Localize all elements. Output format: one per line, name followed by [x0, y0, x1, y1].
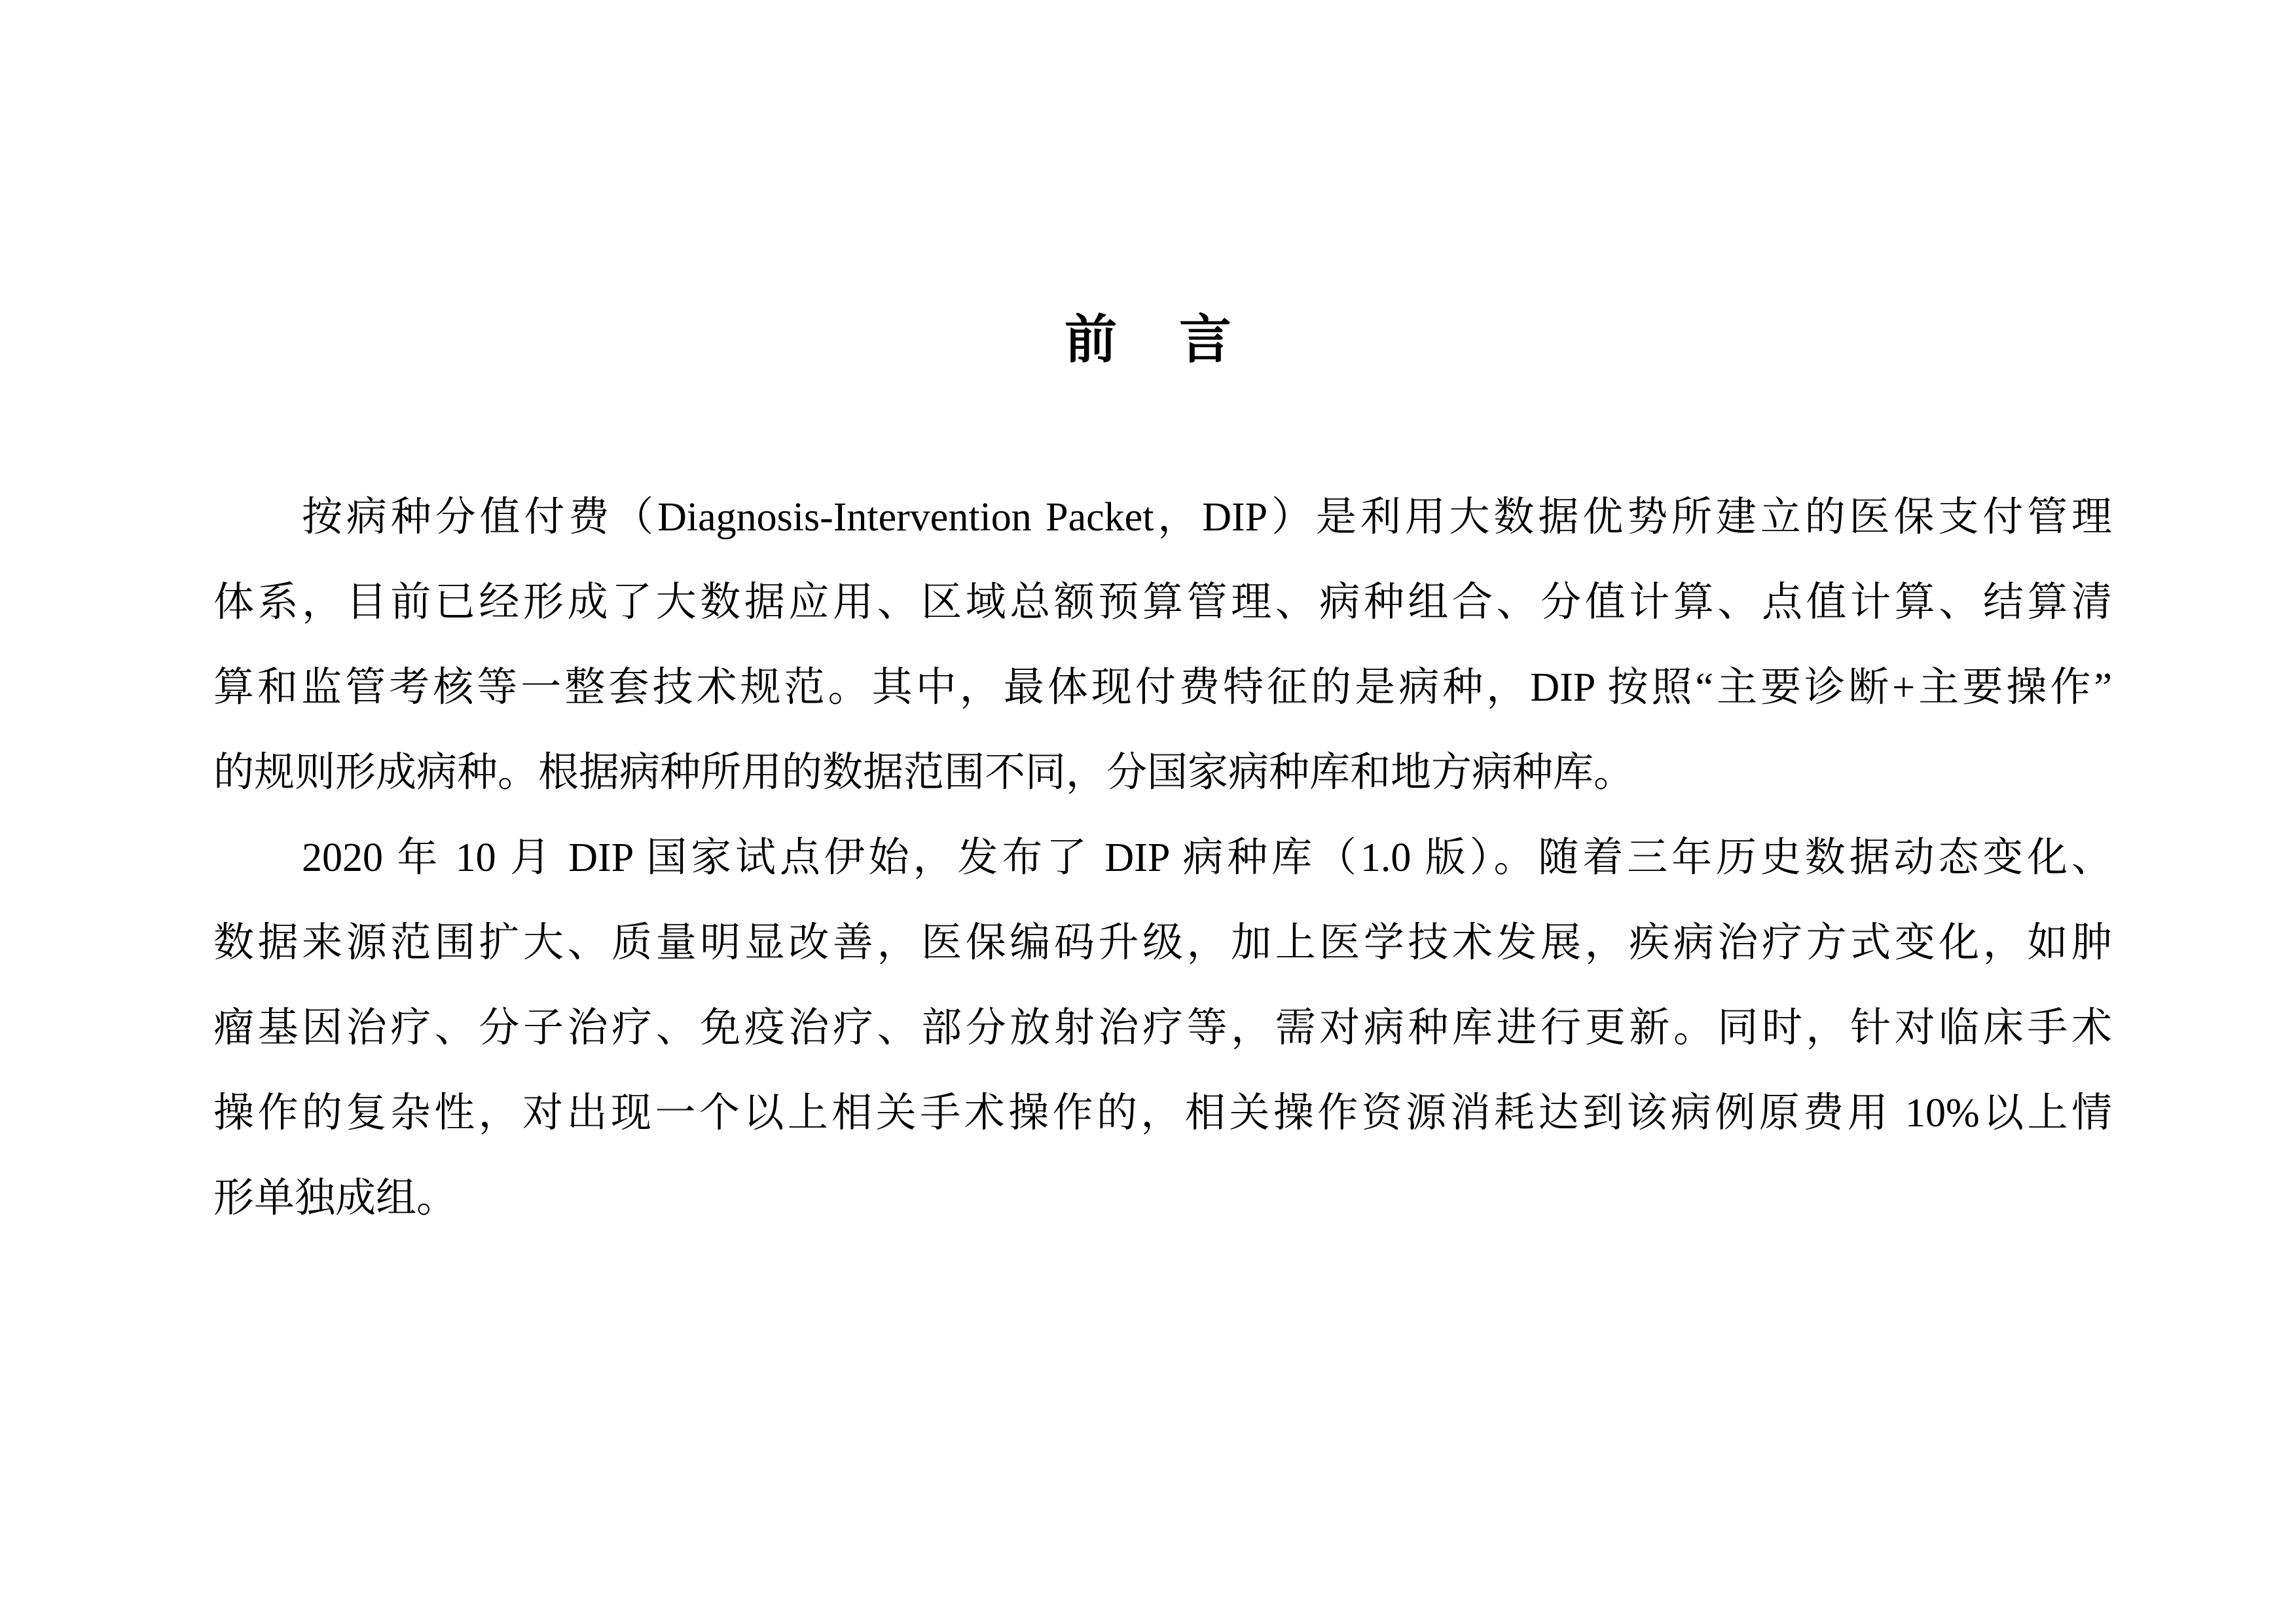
text-line: 瘤基因治疗、分子治疗、免疫治疗、部分放射治疗等，需对病种库进行更新。同时，针对临床手术: [213, 1006, 2112, 1050]
document-body: [213, 475, 2112, 1241]
paragraph-1: [213, 475, 2112, 815]
text-line: 操作的复杂性，对出现一个以上相关手术操作的，相关操作资源消耗达到该病例原费用 10%以上情: [213, 1091, 2112, 1135]
text-line: 2020 年 10 月 DIP 国家试点伊始，发布了 DIP 病种库（1.0 版）。随着三年历史数据动态变化、: [302, 836, 2112, 880]
text-line: 数据来源范围扩大、质量明显改善，医保编码升级，加上医学技术发展，疾病治疗方式变化，如肿: [213, 921, 2112, 965]
page-title: 前言: [1065, 312, 1294, 369]
text-line: 算和监管考核等一整套技术规范。其中，最体现付费特征的是病种，DIP 按照“主要诊断+主要操作”: [213, 665, 2112, 710]
text-line: 形单独成组。: [213, 1176, 458, 1221]
paragraph-2: [213, 815, 2112, 1241]
text-line: 的规则形成病种。根据病种所用的数据范围不同，分国家病种库和地方病种库。: [213, 750, 1635, 795]
text-line: 体系，目前已经形成了大数据应用、区域总额预算管理、病种组合、分值计算、点值计算、结算清: [213, 580, 2112, 625]
text-line: 按病种分值付费（Diagnosis-Intervention Packet，DIP）是利用大数据优势所建立的医保支付管理: [302, 495, 2112, 540]
